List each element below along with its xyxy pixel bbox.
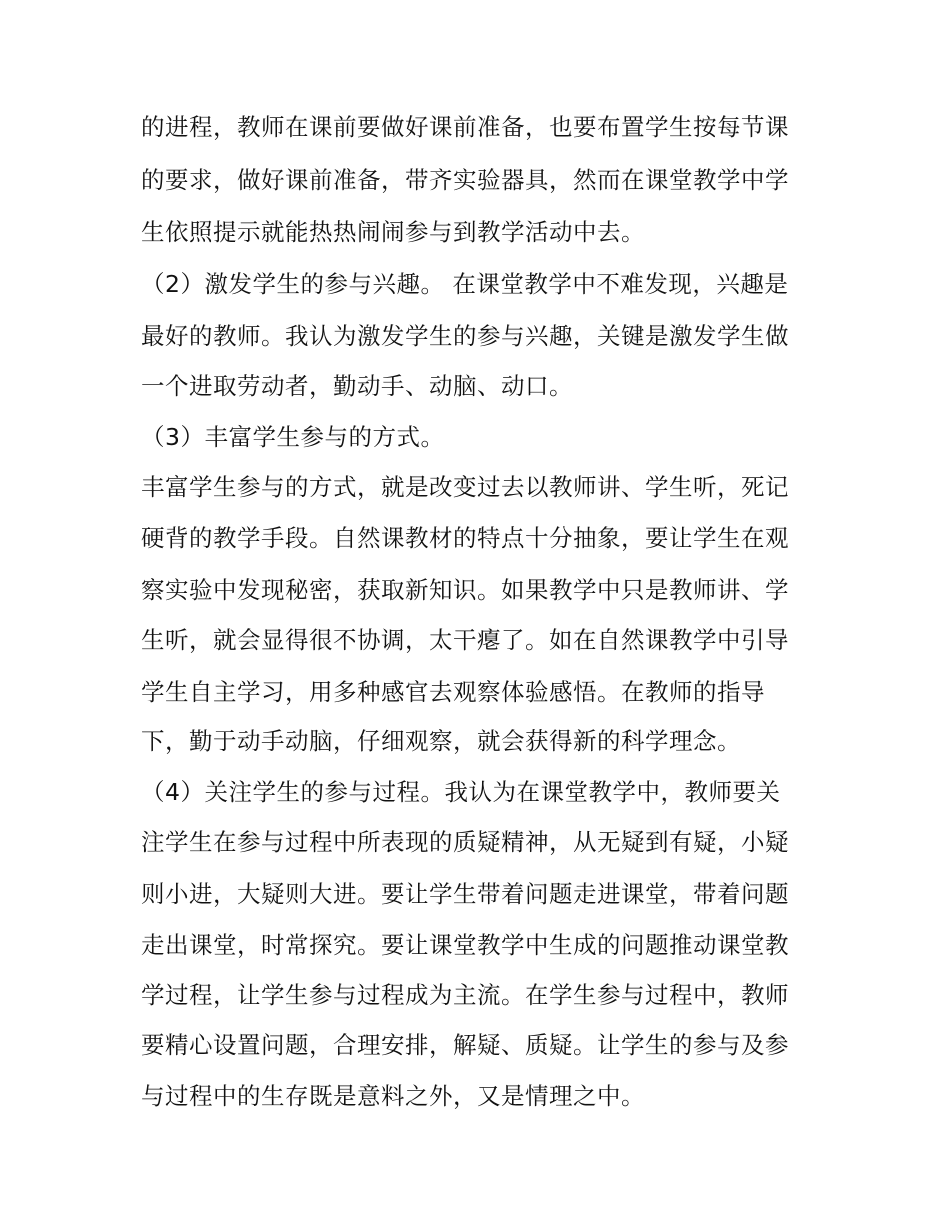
text-line: 与过程中的生存既是意料之外，又是情理之中。: [141, 1082, 645, 1110]
text-line: 一个进取劳动者，勤动手、动脑、动口。: [141, 372, 573, 400]
text-line: 生依照提示就能热热闹闹参与到教学活动中去。: [141, 218, 645, 246]
text-line: 学生自主学习，用多种感官去观察体验感悟。在教师的指导: [141, 678, 765, 706]
text-line: 学过程，让学生参与过程成为主流。在学生参与过程中，教师: [141, 981, 789, 1009]
text-line: 的进程，教师在课前要做好课前准备，也要布置学生按每节课: [141, 113, 789, 141]
text-line: （3）丰富学生参与的方式。: [141, 423, 445, 451]
text-line: 的要求，做好课前准备，带齐实验器具，然而在课堂教学中学: [141, 166, 789, 194]
text-line: 硬背的教学手段。自然课教材的特点十分抽象，要让学生在观: [141, 524, 789, 552]
text-line: 则小进，大疑则大进。要让学生带着问题走进课堂，带着问题: [141, 880, 789, 908]
text-line: 下，勤于动手动脑，仔细观察，就会获得新的科学理念。: [141, 727, 741, 755]
text-line: 走出课堂，时常探究。要让课堂教学中生成的问题推动课堂教: [141, 931, 789, 959]
text-line: （2）激发学生的参与兴趣。 在课堂教学中不难发现，兴趣是: [141, 270, 789, 298]
text-line: 最好的教师。我认为激发学生的参与兴趣，关键是激发学生做: [141, 322, 789, 350]
text-line: 生听，就会显得很不协调，太干瘪了。如在自然课教学中引导: [141, 626, 789, 654]
text-line: （4）关注学生的参与过程。我认为在课堂教学中，教师要关: [141, 778, 781, 806]
text-line: 察实验中发现秘密，获取新知识。如果教学中只是教师讲、学: [141, 576, 789, 604]
text-line: 要精心设置问题，合理安排，解疑、质疑。让学生的参与及参: [141, 1031, 789, 1059]
text-line: 注学生在参与过程中所表现的质疑精神，从无疑到有疑，小疑: [141, 828, 789, 856]
text-line: 丰富学生参与的方式，就是改变过去以教师讲、学生听，死记: [141, 473, 789, 501]
